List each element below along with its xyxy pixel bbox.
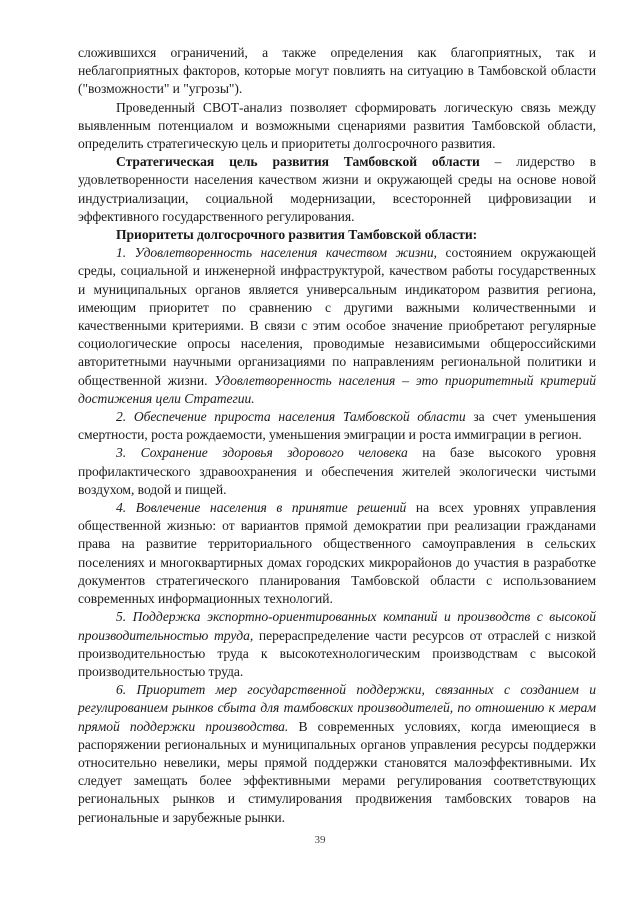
priority-text: , состоянием окружающей среды, социальной и инженерной инфраструктурой, качеством работы государственных и муниципальных органов является универсальным индикатором развития региона, имеющим приоритет по сравнению с другими важными количественными и качественными критериями. В связи с этим особое значение приобретают регулярные социологические опросы населения, проводимые независимыми общероссийскими авторитетными научными организациями по направлениям региональной политики и общественной жизни.: [78, 245, 596, 388]
strategic-goal-definition: – лидерство в удовлетворенности населения качеством жизни и окружающей среды на основе новой индустриализации, социальной модернизации, всесторонней цифровизации и эффективного государственного регулирования.: [78, 154, 596, 224]
priority-item-6: [78, 681, 596, 827]
strategic-goal-term: Стратегическая цель развития Тамбовской области: [116, 154, 480, 170]
priority-conclusion: Удовлетворенность населения – это приоритетный критерий достижения цели Стратегии.: [78, 372, 596, 406]
document-page: [78, 44, 596, 827]
paragraph-text: сложившихся ограничений, а также определения как благоприятных, так и неблагоприятных факторов, которые могут повлиять на ситуацию в Тамбовской области ("возможности" и "угрозы").: [78, 45, 596, 97]
priority-title: 6. Приоритет мер государственной поддержки, связанных с созданием и регулированием рынков сбыта для тамбовских производителей, по отношению к мерам прямой поддержки производства.: [78, 682, 596, 734]
priority-text: на базе высокого уровня профилактического здравоохранения и обеспечения жителей экологически чистыми воздухом, водой и пищей.: [78, 445, 596, 497]
priority-title: 4. Вовлечение населения в принятие решений: [116, 500, 407, 516]
priority-item-5: [78, 608, 596, 681]
paragraph-swot-analysis: [78, 99, 596, 154]
priority-item-4: [78, 499, 596, 608]
priority-title: 3. Сохранение здоровья здорового человека: [116, 445, 408, 461]
priority-title: 1. Удовлетворенность населения качеством жизни: [116, 245, 434, 261]
priority-item-1: [78, 244, 596, 408]
priority-title: 2. Обеспечение прироста населения Тамбовской области: [116, 409, 466, 425]
priority-text: за счет уменьшения смертности, роста рождаемости, уменьшения эмиграции и роста иммиграции в регион.: [78, 409, 596, 443]
priority-text: В современных условиях, когда имеющиеся в распоряжении региональных и муниципальных органов управления ресурсы поддержки относительно невелики, меры прямой поддержки становятся малоэффективными. Их следует замещать более эффективными мерами регулирования соответствующих региональных рынков и стимулирования продвижения тамбовских товаров на региональные и зарубежные рынки.: [78, 718, 596, 825]
priority-title: 5. Поддержка экспортно-ориентированных компаний и производств с высокой производительностью труда,: [78, 609, 596, 643]
paragraph-text: Проведенный СВОТ-анализ позволяет сформировать логическую связь между выявленным потенциалом и возможными сценариями развития Тамбовской области, определить стратегическую цель и приоритеты долгосрочного развития.: [78, 99, 596, 152]
page-number: 39: [314, 834, 326, 846]
priorities-heading: Приоритеты долгосрочного развития Тамбовской области:: [116, 227, 478, 243]
priority-item-3: [78, 444, 596, 499]
paragraph-strategic-goal: [78, 153, 596, 226]
priority-item-2: [78, 408, 596, 444]
priority-text: перераспределение части ресурсов от отраслей с низкой производительностью труда к высокотехнологическим производствам с высокой производительностью труда.: [78, 627, 597, 679]
paragraph-swot-intro: [78, 44, 596, 99]
priority-text: на всех уровнях управления общественной жизнью: от вариантов прямой демократии при реализации гражданами права на развитие территориального общественного самоуправления в сельских поселениях и многоквартирных домах городских микрорайонов до участия в разработке документов стратегического планирования Тамбовской области с использованием современных информационных технологий.: [78, 500, 596, 607]
